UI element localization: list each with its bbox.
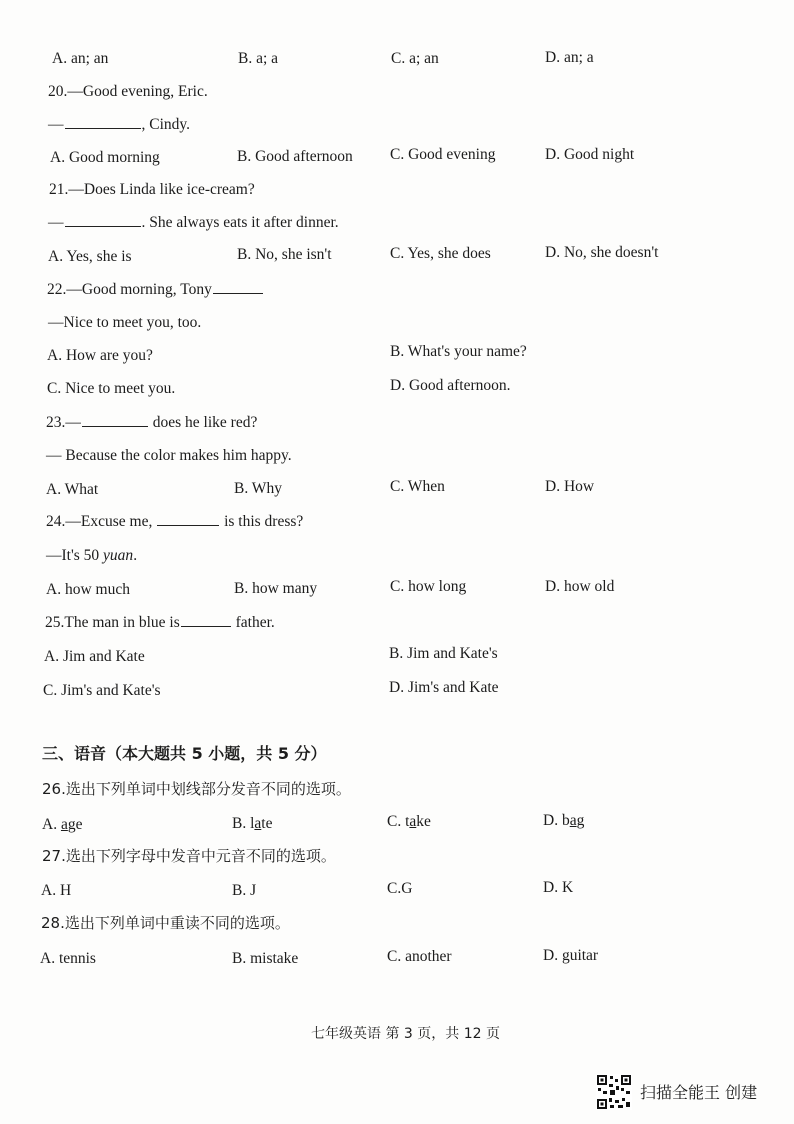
q26-option-b xyxy=(232,816,272,832)
q25-option-a: A. Jim and Kate xyxy=(44,648,145,665)
q26-b-suffix: te xyxy=(261,815,273,832)
q19-option-c: C. a; an xyxy=(391,50,439,67)
scanner-watermark: 扫描全能王 创建 xyxy=(640,1083,758,1102)
q25-option-b: B. Jim and Kate's xyxy=(389,645,498,662)
q25-option-d: D. Jim's and Kate xyxy=(389,679,499,696)
q21-option-a: A. Yes, she is xyxy=(48,248,132,265)
page-footer: 七年级英语 第 3 页，共 12 页 xyxy=(311,1026,500,1042)
q26-d-prefix: D. b xyxy=(543,812,570,829)
q24-option-a: A. how much xyxy=(46,581,130,598)
q20-option-c: C. Good evening xyxy=(390,146,496,163)
q20-reply xyxy=(48,117,190,133)
q20-stem: 20.—Good evening, Eric. xyxy=(48,83,208,100)
q24-blank xyxy=(157,524,219,526)
q20-reply-tail: , Cindy. xyxy=(141,116,191,133)
q24-reply-currency: yuan xyxy=(103,547,134,564)
q28-option-b: B. mistake xyxy=(232,950,299,967)
q22-stem xyxy=(47,282,264,298)
q26-c-underlined: a xyxy=(409,813,417,830)
q20-blank xyxy=(65,127,141,129)
q24-stem-head: 24.—Excuse me, xyxy=(46,513,157,530)
q26-option-c xyxy=(387,814,431,830)
q21-reply xyxy=(48,215,339,231)
q26-b-prefix: B. l xyxy=(232,815,255,832)
q22-option-c: C. Nice to meet you. xyxy=(47,380,176,397)
q20-option-d: D. Good night xyxy=(545,146,635,163)
q28-option-d: D. guitar xyxy=(543,947,599,964)
q26-d-underlined: a xyxy=(569,812,577,829)
q26-option-d xyxy=(543,813,584,829)
q26-c-suffix: ke xyxy=(416,813,431,830)
q25-blank xyxy=(181,625,231,627)
q28-option-a: A. tennis xyxy=(40,950,96,967)
q27-option-b: B. J xyxy=(232,882,257,899)
q21-stem: 21.—Does Linda like ice-cream? xyxy=(49,181,255,198)
q24-option-b: B. how many xyxy=(234,580,318,597)
q24-reply-head: —It's 50 xyxy=(46,547,104,564)
q21-option-d: D. No, she doesn't xyxy=(545,244,659,261)
qr-code-icon xyxy=(596,1074,632,1110)
q26-option-a xyxy=(42,817,82,833)
q26-c-prefix: C. t xyxy=(387,813,410,830)
q23-blank xyxy=(82,425,148,427)
q22-option-b: B. What's your name? xyxy=(390,343,527,360)
q25-stem-tail: father. xyxy=(231,614,275,631)
q28-option-c: C. another xyxy=(387,948,452,965)
q23-option-b: B. Why xyxy=(234,480,282,497)
q24-stem xyxy=(46,514,303,530)
q22-option-d: D. Good afternoon. xyxy=(390,377,511,394)
q24-stem-tail: is this dress? xyxy=(220,513,304,530)
q22-blank xyxy=(213,292,263,294)
q23-option-a: A. What xyxy=(46,481,99,498)
q24-option-c: C. how long xyxy=(390,578,467,595)
q23-stem-head: 23.— xyxy=(46,414,81,431)
q23-reply: — Because the color makes him happy. xyxy=(46,447,292,464)
q27-option-a: A. H xyxy=(41,882,72,899)
q27-option-c: C.G xyxy=(387,880,413,897)
q24-reply xyxy=(46,548,137,564)
q19-option-a: A. an; an xyxy=(52,50,109,67)
section-3-title: 三、语音（本大题共 5 小题，共 5 分） xyxy=(42,744,327,763)
q22-reply: —Nice to meet you, too. xyxy=(48,314,202,331)
q21-reply-dash: — xyxy=(48,214,64,231)
q25-stem xyxy=(45,615,275,631)
q19-option-d: D. an; a xyxy=(545,49,594,66)
q22-stem-text: 22.—Good morning, Tony xyxy=(47,281,212,298)
q26-stem: 26.选出下列单词中划线部分发音不同的选项。 xyxy=(42,780,351,798)
q21-option-c: C. Yes, she does xyxy=(390,245,491,262)
q24-reply-tail: . xyxy=(133,547,138,564)
q23-option-c: C. When xyxy=(390,478,445,495)
q26-a-prefix: A. xyxy=(42,816,61,833)
q26-d-suffix: g xyxy=(576,812,585,829)
q27-option-d: D. K xyxy=(543,879,574,896)
q26-a-underlined: a xyxy=(60,816,68,833)
q23-stem-tail: does he like red? xyxy=(148,414,258,431)
q27-stem: 27.选出下列字母中发音中元音不同的选项。 xyxy=(42,847,336,865)
q21-blank xyxy=(65,225,141,227)
q28-stem: 28.选出下列单词中重读不同的选项。 xyxy=(41,914,290,932)
q25-stem-head: 25.The man in blue is xyxy=(45,614,180,631)
q26-a-suffix: ge xyxy=(67,816,83,833)
q22-option-a: A. How are you? xyxy=(47,347,153,364)
q26-b-underlined: a xyxy=(254,815,262,832)
q19-option-b: B. a; a xyxy=(238,50,279,67)
q24-option-d: D. how old xyxy=(545,578,615,595)
q20-reply-dash: — xyxy=(48,116,64,133)
q21-option-b: B. No, she isn't xyxy=(237,246,332,263)
q23-stem xyxy=(46,415,257,431)
q23-option-d: D. How xyxy=(545,478,595,495)
q20-option-a: A. Good morning xyxy=(50,149,160,166)
q25-option-c: C. Jim's and Kate's xyxy=(43,682,161,699)
q21-reply-tail: . She always eats it after dinner. xyxy=(141,214,339,231)
q20-option-b: B. Good afternoon xyxy=(237,148,353,165)
